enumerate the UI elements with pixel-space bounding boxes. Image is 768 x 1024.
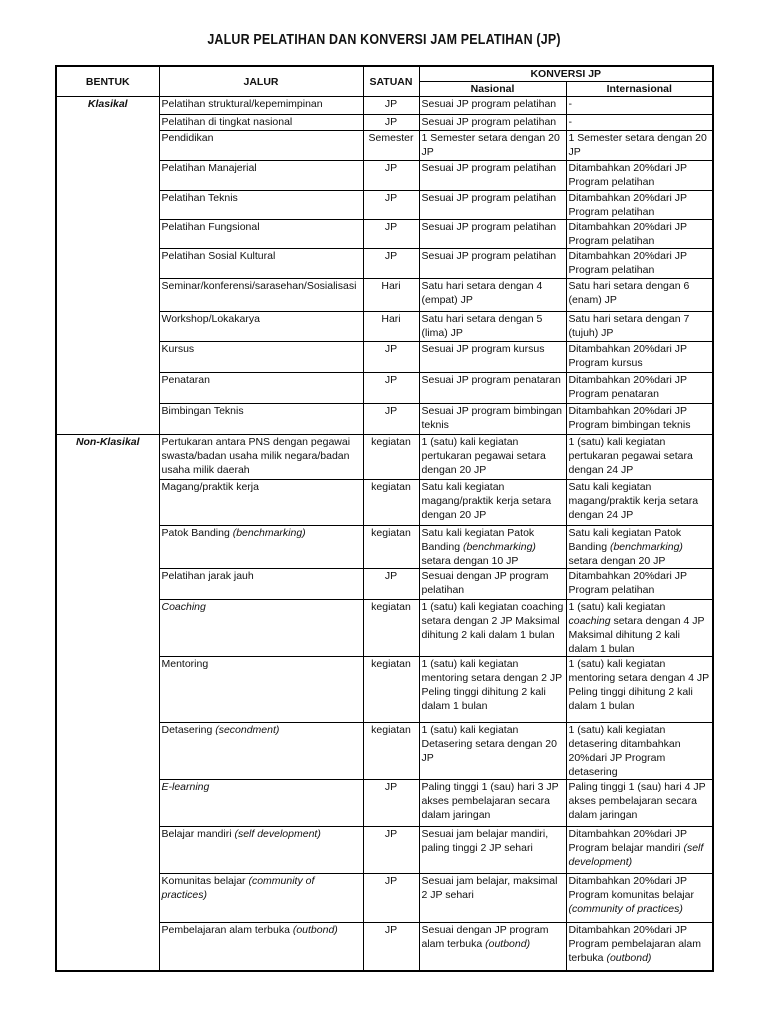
internasional-cell: 1 (satu) kali kegiatan mentoring setara dengan 4 JP Peling tinggi dihitung 2 kali dalam 1 bulan	[566, 657, 713, 723]
jalur-cell: Belajar mandiri (self development)	[159, 827, 363, 874]
jalur-cell: Pelatihan struktural/kepemimpinan	[159, 97, 363, 115]
internasional-cell: Ditambahkan 20%dari JP Program pelatihan	[566, 249, 713, 279]
internasional-cell: 1 (satu) kali kegiatan detasering ditambahkan 20%dari JP Program detasering	[566, 723, 713, 780]
table-row	[56, 435, 713, 480]
jalur-cell: Pelatihan di tingkat nasional	[159, 115, 363, 131]
jalur-cell: Magang/praktik kerja	[159, 480, 363, 526]
jalur-cell: Pendidikan	[159, 131, 363, 161]
internasional-cell: Satu kali kegiatan Patok Banding (benchmarking) setara dengan 20 JP	[566, 526, 713, 569]
jalur-cell: Kursus	[159, 342, 363, 373]
nasional-cell: Satu kali kegiatan Patok Banding (benchmarking) setara dengan 10 JP	[419, 526, 566, 569]
table-body	[56, 97, 713, 971]
satuan-cell: kegiatan	[363, 723, 419, 780]
document-title: JALUR PELATIHAN DAN KONVERSI JAM PELATIHAN (JP)	[207, 32, 561, 48]
internasional-cell: Ditambahkan 20%dari JP Program belajar mandiri (self development)	[566, 827, 713, 874]
satuan-cell: JP	[363, 220, 419, 249]
jalur-cell: Pelatihan Sosial Kultural	[159, 249, 363, 279]
nasional-cell: Sesuai dengan JP program alam terbuka (outbond)	[419, 923, 566, 971]
nasional-cell: Satu hari setara dengan 4 (empat) JP	[419, 279, 566, 312]
jalur-cell: Coaching	[159, 600, 363, 657]
nasional-cell: Sesuai JP program pelatihan	[419, 249, 566, 279]
header-jalur: JALUR	[159, 66, 363, 97]
satuan-cell: Semester	[363, 131, 419, 161]
nasional-cell: Sesuai JP program kursus	[419, 342, 566, 373]
nasional-cell: Sesuai JP program pelatihan	[419, 115, 566, 131]
jalur-cell: Penataran	[159, 373, 363, 404]
jalur-cell: Pelatihan Manajerial	[159, 161, 363, 191]
satuan-cell: JP	[363, 342, 419, 373]
nasional-cell: Sesuai JP program pelatihan	[419, 220, 566, 249]
satuan-cell: JP	[363, 249, 419, 279]
internasional-cell: Ditambahkan 20%dari JP Program pelatihan	[566, 569, 713, 600]
satuan-cell: kegiatan	[363, 526, 419, 569]
nasional-cell: Sesuai JP program penataran	[419, 373, 566, 404]
nasional-cell: 1 (satu) kali kegiatan mentoring setara dengan 2 JP Peling tinggi dihitung 2 kali dalam 1 bulan	[419, 657, 566, 723]
satuan-cell: JP	[363, 191, 419, 220]
satuan-cell: JP	[363, 404, 419, 435]
jalur-cell: Pembelajaran alam terbuka (outbond)	[159, 923, 363, 971]
internasional-cell: Satu kali kegiatan magang/praktik kerja setara dengan 24 JP	[566, 480, 713, 526]
satuan-cell: JP	[363, 874, 419, 923]
satuan-cell: JP	[363, 569, 419, 600]
satuan-cell: kegiatan	[363, 657, 419, 723]
satuan-cell: JP	[363, 161, 419, 191]
header-satuan: SATUAN	[363, 66, 419, 97]
nasional-cell: 1 (satu) kali kegiatan Detasering setara dengan 20 JP	[419, 723, 566, 780]
satuan-cell: JP	[363, 780, 419, 827]
satuan-cell: Hari	[363, 312, 419, 342]
internasional-cell: Ditambahkan 20%dari JP Program pelatihan	[566, 220, 713, 249]
jalur-cell: Detasering (secondment)	[159, 723, 363, 780]
header-nasional: Nasional	[419, 82, 566, 97]
jalur-cell: Pelatihan Teknis	[159, 191, 363, 220]
jalur-cell: Pelatihan Fungsional	[159, 220, 363, 249]
internasional-cell: 1 (satu) kali kegiatan pertukaran pegawai setara dengan 24 JP	[566, 435, 713, 480]
internasional-cell: -	[566, 115, 713, 131]
nasional-cell: Sesuai dengan JP program pelatihan	[419, 569, 566, 600]
satuan-cell: Hari	[363, 279, 419, 312]
nasional-cell: Sesuai jam belajar, maksimal 2 JP sehari	[419, 874, 566, 923]
header-bentuk: BENTUK	[56, 66, 159, 97]
internasional-cell: -	[566, 97, 713, 115]
satuan-cell: kegiatan	[363, 480, 419, 526]
internasional-cell: Ditambahkan 20%dari JP Program kursus	[566, 342, 713, 373]
internasional-cell: Ditambahkan 20%dari JP Program pelatihan	[566, 161, 713, 191]
internasional-cell: Ditambahkan 20%dari JP Program komunitas belajar (community of practices)	[566, 874, 713, 923]
internasional-cell: Ditambahkan 20%dari JP Program pembelajaran alam terbuka (outbond)	[566, 923, 713, 971]
internasional-cell: Satu hari setara dengan 7 (tujuh) JP	[566, 312, 713, 342]
jalur-cell: Seminar/konferensi/sarasehan/Sosialisasi	[159, 279, 363, 312]
header-konversi: KONVERSI JP	[419, 66, 713, 82]
satuan-cell: JP	[363, 827, 419, 874]
jalur-cell: Bimbingan Teknis	[159, 404, 363, 435]
satuan-cell: JP	[363, 373, 419, 404]
table-row	[56, 97, 713, 115]
nasional-cell: 1 Semester setara dengan 20 JP	[419, 131, 566, 161]
jalur-cell: E-learning	[159, 780, 363, 827]
internasional-cell: 1 (satu) kali kegiatan coaching setara dengan 4 JP Maksimal dihitung 2 kali dalam 1 bulan	[566, 600, 713, 657]
nasional-cell: 1 (satu) kali kegiatan coaching setara dengan 2 JP Maksimal dihitung 2 kali dalam 1 bulan	[419, 600, 566, 657]
jalur-cell: Workshop/Lokakarya	[159, 312, 363, 342]
internasional-cell: Paling tinggi 1 (sau) hari 4 JP akses pembelajaran secara dalam jaringan	[566, 780, 713, 827]
nasional-cell: 1 (satu) kali kegiatan pertukaran pegawai setara dengan 20 JP	[419, 435, 566, 480]
nasional-cell: Satu kali kegiatan magang/praktik kerja setara dengan 20 JP	[419, 480, 566, 526]
internasional-cell: Ditambahkan 20%dari JP Program pelatihan	[566, 191, 713, 220]
nasional-cell: Paling tinggi 1 (sau) hari 3 JP akses pembelajaran secara dalam jaringan	[419, 780, 566, 827]
nasional-cell: Sesuai jam belajar mandiri, paling tinggi 2 JP sehari	[419, 827, 566, 874]
jalur-cell: Patok Banding (benchmarking)	[159, 526, 363, 569]
jalur-cell: Mentoring	[159, 657, 363, 723]
nasional-cell: Sesuai JP program pelatihan	[419, 191, 566, 220]
header-internasional: Internasional	[566, 82, 713, 97]
satuan-cell: kegiatan	[363, 600, 419, 657]
nasional-cell: Sesuai JP program bimbingan teknis	[419, 404, 566, 435]
satuan-cell: kegiatan	[363, 435, 419, 480]
jp-conversion-table	[55, 65, 714, 972]
internasional-cell: Ditambahkan 20%dari JP Program penataran	[566, 373, 713, 404]
jalur-cell: Pelatihan jarak jauh	[159, 569, 363, 600]
internasional-cell: Satu hari setara dengan 6 (enam) JP	[566, 279, 713, 312]
bentuk-cell: Non-Klasikal	[56, 435, 159, 971]
nasional-cell: Sesuai JP program pelatihan	[419, 161, 566, 191]
jalur-cell: Pertukaran antara PNS dengan pegawai swasta/badan usaha milik negara/badan usaha milik daerah	[159, 435, 363, 480]
satuan-cell: JP	[363, 97, 419, 115]
nasional-cell: Satu hari setara dengan 5 (lima) JP	[419, 312, 566, 342]
jalur-cell: Komunitas belajar (community of practices)	[159, 874, 363, 923]
nasional-cell: Sesuai JP program pelatihan	[419, 97, 566, 115]
satuan-cell: JP	[363, 923, 419, 971]
satuan-cell: JP	[363, 115, 419, 131]
bentuk-cell: Klasikal	[56, 97, 159, 435]
internasional-cell: 1 Semester setara dengan 20 JP	[566, 131, 713, 161]
internasional-cell: Ditambahkan 20%dari JP Program bimbingan teknis	[566, 404, 713, 435]
